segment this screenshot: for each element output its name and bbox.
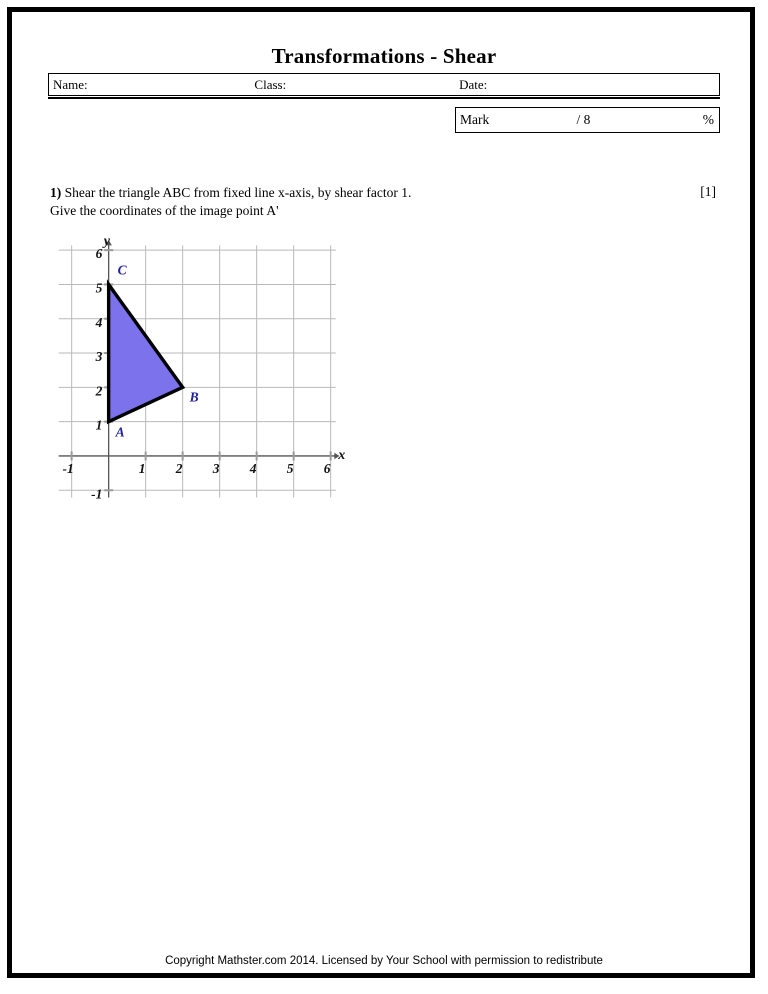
class-field xyxy=(250,74,455,95)
question-1-marks: [1] xyxy=(700,184,716,199)
question-1-text: Shear the triangle ABC from fixed line x-axis, by shear factor 1. xyxy=(61,185,412,200)
y-tick-label: 1 xyxy=(95,417,103,433)
copyright-footer: Copyright Mathster.com 2014. Licensed by Your School with permission to redistribute xyxy=(165,955,603,967)
y-tick-label: 5 xyxy=(95,280,103,296)
mark-label: Mark xyxy=(460,112,490,127)
date-label: Date: xyxy=(459,76,488,92)
x-tick-label: 1 xyxy=(138,460,146,476)
header-rule xyxy=(48,97,720,99)
question-1 xyxy=(50,184,670,220)
date-field xyxy=(455,74,719,95)
coordinate-grid xyxy=(55,233,351,509)
question-1-line-1 xyxy=(50,184,670,202)
name-label: Name: xyxy=(53,76,88,92)
y-tick-label: 6 xyxy=(95,246,103,262)
question-1-line-2: Give the coordinates of the image point A' xyxy=(50,203,279,218)
y-tick-label: 2 xyxy=(95,383,103,399)
mark-table xyxy=(455,107,720,133)
vertex-label-A: A xyxy=(115,424,125,440)
name-field xyxy=(49,74,250,95)
class-label: Class: xyxy=(254,76,287,92)
x-axis-label: x xyxy=(338,447,346,463)
page-title: Transformations - Shear xyxy=(271,44,497,68)
y-tick-label: -1 xyxy=(91,486,103,502)
x-tick-label: 6 xyxy=(323,460,331,476)
x-tick-label: 2 xyxy=(175,460,183,476)
question-1-number: 1) xyxy=(50,185,62,200)
y-axis-label: y xyxy=(103,234,110,250)
x-tick-label: 5 xyxy=(286,460,294,476)
mark-out-of: / 8 xyxy=(576,112,591,127)
mark-percent-sign: % xyxy=(702,112,714,127)
vertex-label-C: C xyxy=(117,262,127,278)
y-tick-label: 3 xyxy=(95,349,103,365)
vertex-label-B: B xyxy=(189,389,199,405)
y-tick-label: 4 xyxy=(95,314,103,330)
x-tick-label: -1 xyxy=(62,460,74,476)
x-tick-label: 3 xyxy=(212,460,220,476)
student-info-table xyxy=(48,73,720,96)
x-tick-label: 4 xyxy=(249,460,257,476)
